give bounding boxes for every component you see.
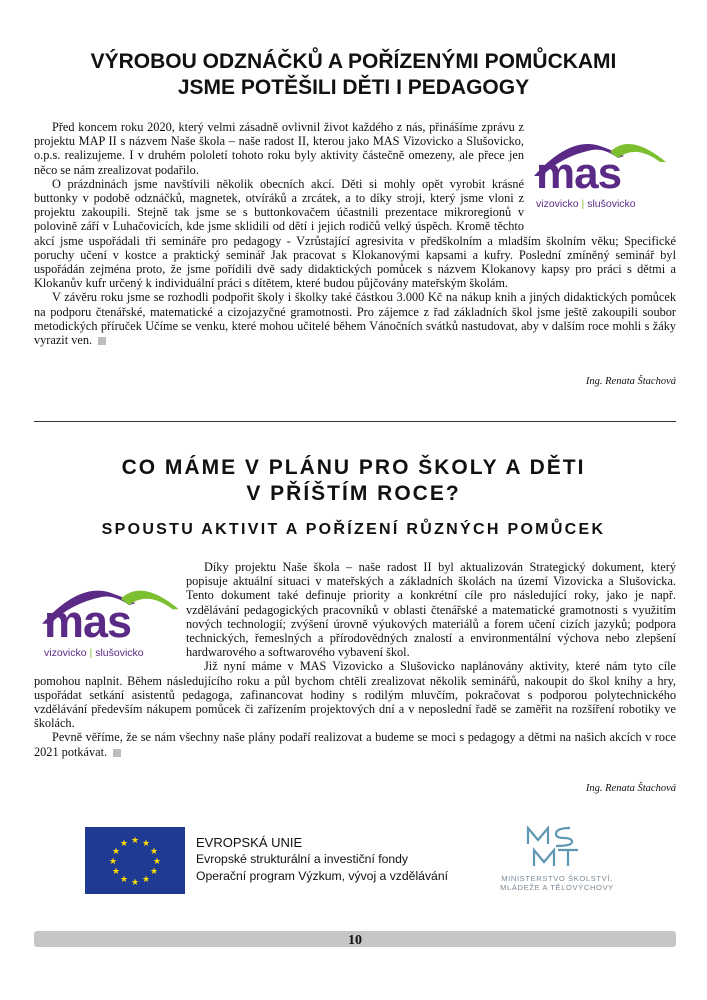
end-of-article-mark [113, 749, 121, 757]
article1-paragraph: Před koncem roku 2020, který velmi zásadně ovlivnil život každého z nás, přinášíme zprávu z projektu MAP II s názvem Naše škola – naše radost II, kterou jako MAS Vizovicko a Slušovicko, o.p.s. realizujeme. I v druhém pololetí tohoto roku byly aktivity částečně omezeny, ale přece jen něco se nám zrealizovat podařilo. [34, 120, 524, 177]
svg-text:★: ★ [149, 867, 159, 877]
article1-paragraph [34, 290, 676, 347]
msmt-monogram-icon [526, 826, 586, 870]
article1-title-line1: VÝROBOU ODZNÁČKŮ A POŘÍZENÝMI POMŮCKAMI [90, 50, 617, 73]
svg-text:★: ★ [119, 839, 129, 849]
mas-logo-subtitle-sep: | [581, 198, 585, 210]
svg-text:★: ★ [119, 875, 129, 885]
article2-title-line2: V PŘÍŠTÍM ROCE? [246, 482, 461, 505]
page-number-bar [34, 931, 676, 947]
eu-text-block [196, 834, 496, 885]
svg-text:★: ★ [141, 875, 151, 885]
svg-text:★: ★ [111, 847, 121, 857]
svg-text:★: ★ [152, 857, 162, 867]
svg-text:★: ★ [141, 839, 151, 849]
end-of-article-mark [98, 337, 106, 345]
article2-signature: Ing. Renata Štachová [585, 783, 676, 794]
article1-paragraph-text: V závěru roku jsme se rozhodli podpořit školy i školky také částkou 3.000 Kč na nákup knih a jiných didaktických pomůcek na podporu čtenářské, matematické a cizojazyčné gramotnosti. Pro zájemce z řad základních škol jsme ještě zakoupili soubor metodických příruček Učíme se venku, které mohou učitelé během Vánočních svátků nastudovat, aby v dalším roce mohli s žáky vyrazit ven. [34, 290, 676, 348]
article1-title [0, 49, 707, 101]
page-number: 10 [348, 933, 362, 948]
article2-paragraph: Již nyní máme v MAS Vizovicko a Slušovicko naplánovány aktivity, které nám tyto cíle pomohou naplnit. Během následujícího roku a půl bychom chtěli zrealizovat několik seminářů, nakoupit do škol knihy a hry, uspořádat setkání asistentů pedagoga, zafinancovat hodiny s rodilým mluvčím, pokračovat s podporou polytechnického vzdělávání především nákupem pomůcek či zařízením projektových dní a v neposlední řadě se zaměřit na rozšíření robotiky ve školách. [34, 659, 676, 731]
msmt-line1: MINISTERSTVO ŠKOLSTVÍ, [501, 874, 613, 883]
msmt-text [492, 874, 622, 892]
mas-logo-word: mas [536, 149, 622, 198]
article2-paragraph [34, 730, 676, 758]
article1-body [34, 120, 676, 347]
eu-line2: Evropské strukturální a investiční fondy [196, 852, 409, 866]
mas-logo-subtitle-right: slušovicko [587, 198, 636, 210]
article2-paragraph: Díky projektu Naše škola – naše radost II byl aktualizován Strategický dokument, který popisuje aktuální situaci v mateřských a základních školách na území Vizovicka a Slušovicka. Tento dokument také definuje priority a konkrétní cíle pro následující roky, jako je např. vzdělávání pedagogických pracovníků v oblasti čtenářské a matematické gramotnosti s využitím nových technologií; zvýšení úrovně výukových materiálů a forem učení cizích jazyků; podpora technických, řemeslných a přírodovědných znalostí a environmentální výchova nebo zlepšení hardwarového a softwarového vybavení škol. [186, 560, 676, 660]
eu-line1: EVROPSKÁ UNIE [196, 835, 303, 850]
article1-signature: Ing. Renata Štachová [585, 376, 676, 387]
article1-paragraph: O prázdninách jsme navštívili několik obecních akcí. Děti si mohly opět vyrobit krásné buttonky v podobě odznáčků, magnetek, otvíráků a zrcátek, a to díky stroji, který jsme vloni z projektu zakoupili. Stejně tak jsme se s buttonkovačem účastnili prezentace mikroregionů v polovině září v Luhačovicích, kde jsme sklidili od dětí i jejich rodičů velký úspěch. Kromě těchto akcí jsme uspořádali tři semináře pro pedagogy - Vzrůstající agresivita v předškolním a mladším školním věku; Specifické poruchy učení v kostce a praktický seminář Jak pracovat s Klokanovými kapsami a kufry. Poslední zmíněný seminář byl uspořádán zejména proto, že jsme pořídili dvě sady didaktických pomůcek s názvem Klokanovy kapsy pro práci s dětmi a Klokanův kufr určený k individuální práci s dítětem, které budou půjčovány mateřským školám. [34, 176, 676, 291]
svg-text:★: ★ [149, 847, 159, 857]
mas-logo-subtitle-sep: | [89, 647, 93, 659]
msmt-logo [492, 826, 622, 896]
eu-flag [85, 827, 185, 894]
svg-text:★: ★ [130, 878, 140, 888]
article2-body [34, 560, 676, 759]
eu-line3: Operační program Výzkum, vývoj a vzdělávání [196, 869, 448, 883]
mas-logo-word: mas [44, 596, 132, 647]
article2-title-line1: CO MÁME V PLÁNU PRO ŠKOLY A DĚTI [121, 456, 586, 479]
eu-stars-icon [85, 827, 185, 894]
article2-title [0, 455, 707, 507]
article1-title-line2: JSME POTĚŠILI DĚTI I PEDAGOGY [177, 76, 530, 99]
mas-logo-subtitle-left: vizovicko [536, 198, 579, 210]
article2-subtitle: SPOUSTU AKTIVIT A POŘÍZENÍ RŮZNÝCH POMŮCEK [101, 521, 606, 538]
svg-text:★: ★ [111, 867, 121, 877]
article2-paragraph-text: Pevně věříme, že se nám všechny naše plány podaří realizovat a budeme se moci s pedagogy a dětmi na našich akcích v roce 2021 potkávat. [34, 730, 676, 759]
svg-text:★: ★ [108, 857, 118, 867]
mas-logo-subtitle-right: slušovicko [95, 647, 144, 659]
svg-text:★: ★ [130, 836, 140, 846]
msmt-line2: MLÁDEŽE A TĚLOVÝCHOVY [500, 883, 614, 892]
mas-logo-subtitle-left: vizovicko [44, 647, 87, 659]
section-divider [34, 421, 676, 422]
